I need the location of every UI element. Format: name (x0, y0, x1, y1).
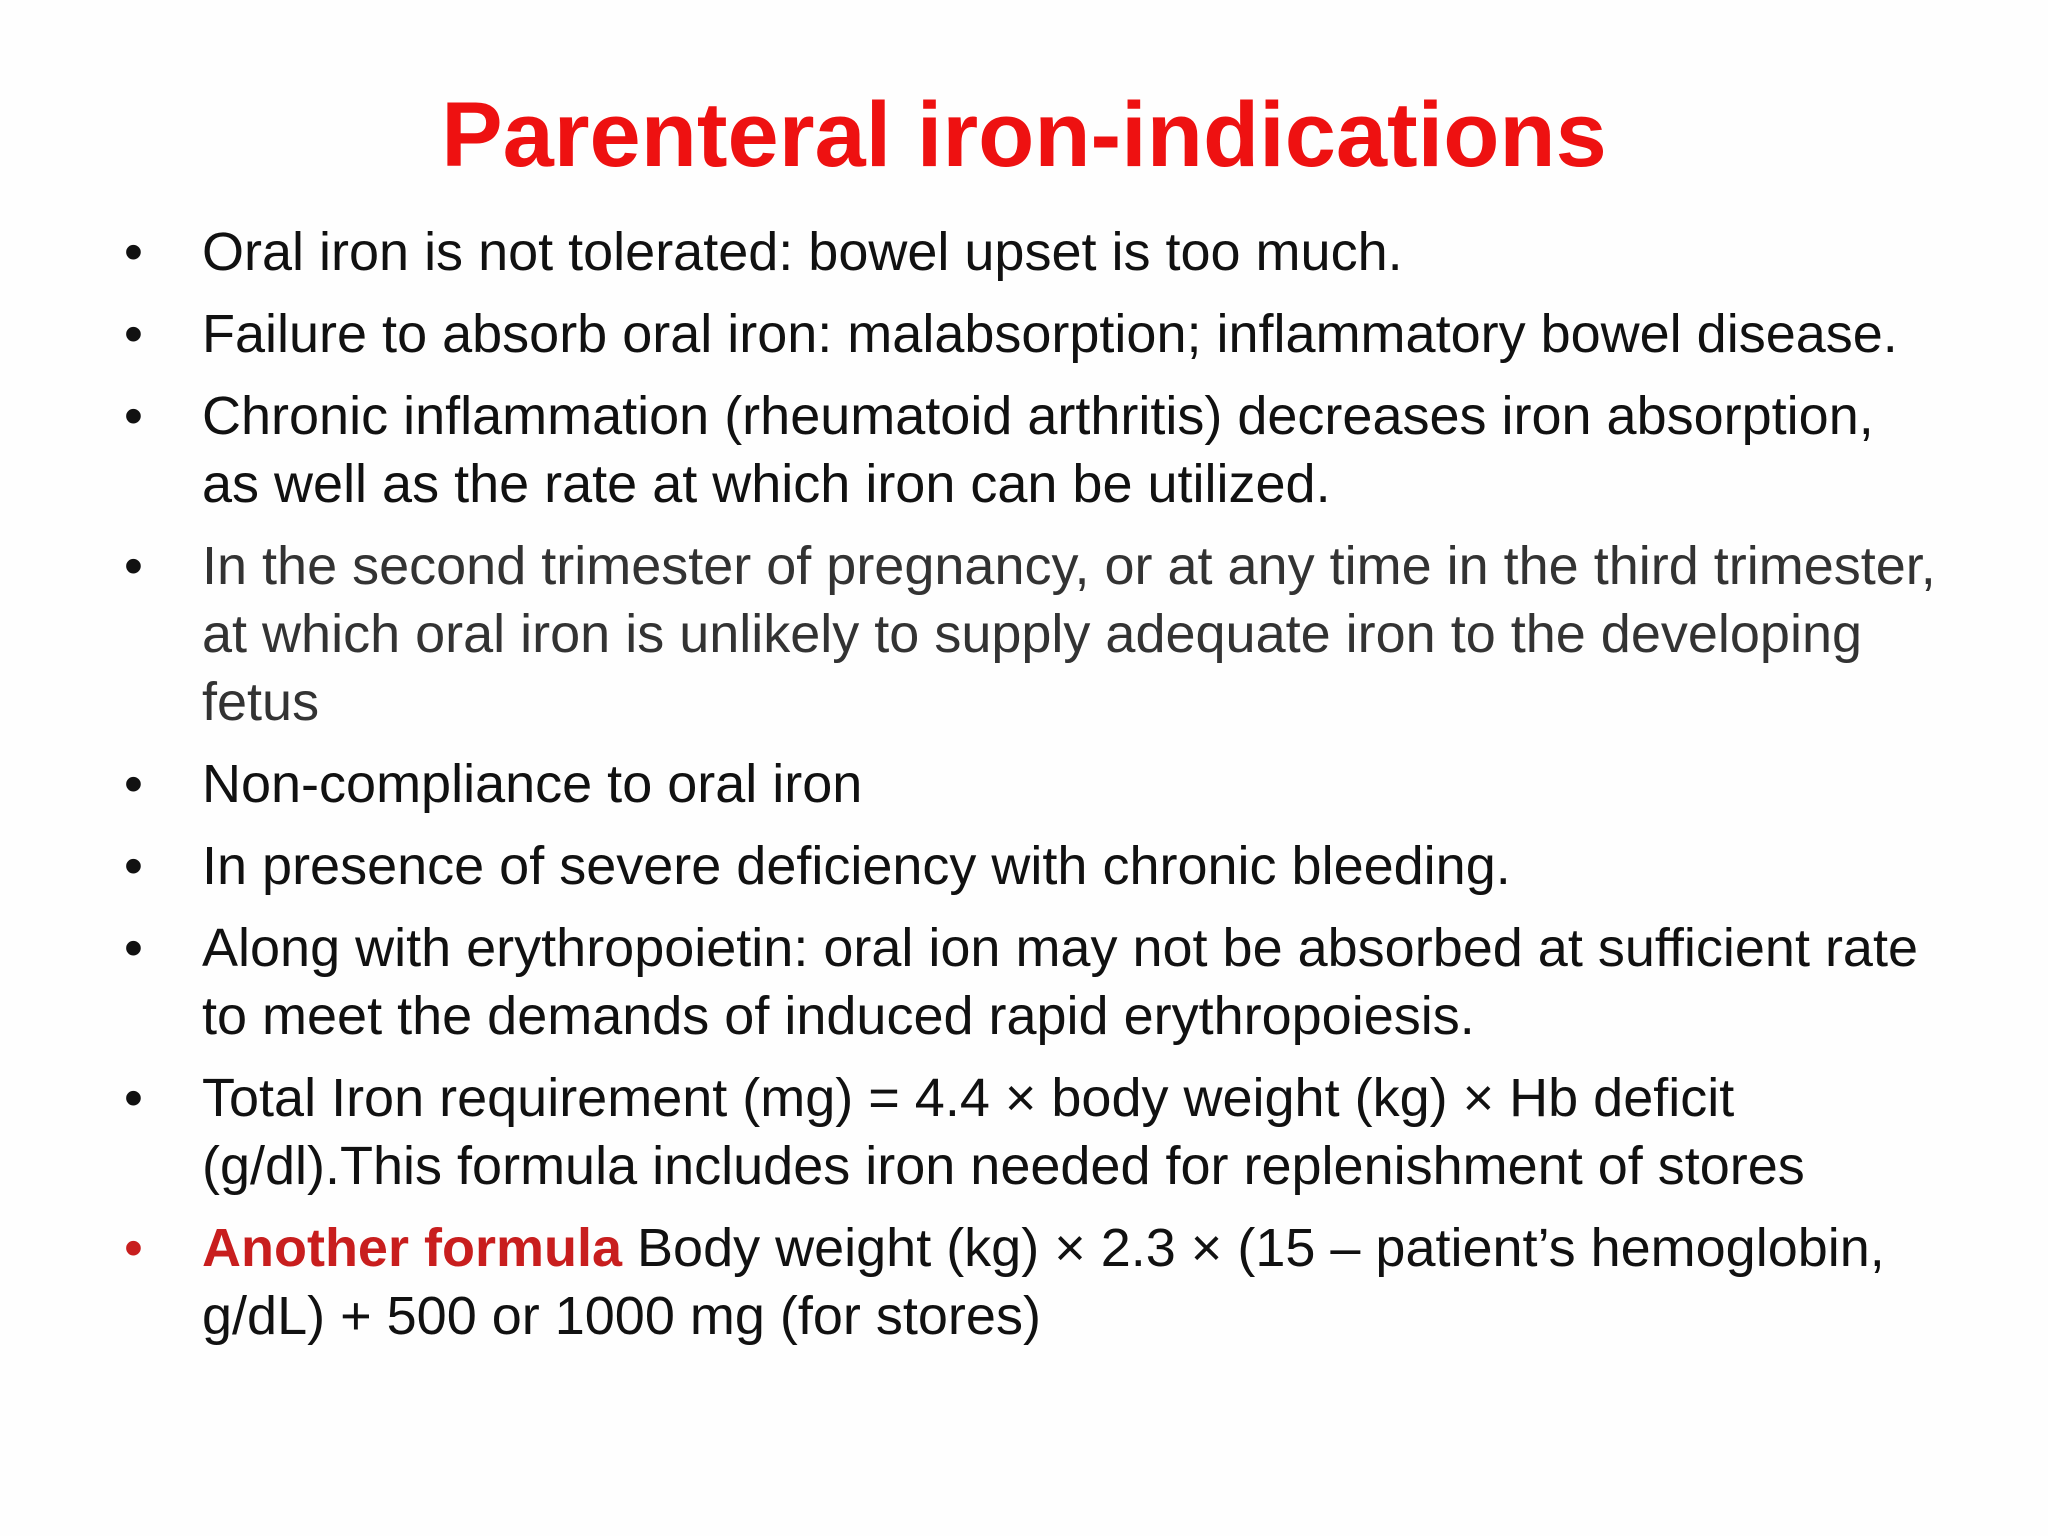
bullet-icon: • (124, 836, 143, 896)
bullet-icon: • (124, 222, 143, 282)
bullet-list (124, 218, 1944, 1364)
bullet-highlight: Another formula (202, 1218, 623, 1278)
bullet-icon: • (124, 386, 143, 446)
bullet-item-erythropoietin (124, 914, 1944, 1050)
bullet-icon: • (124, 754, 143, 814)
bullet-text: Total Iron requirement (mg) = 4.4 × body weight (kg) × Hb deficit (g/dl).This formula includes iron needed for replenishment of stores (202, 1068, 1805, 1196)
slide-title: Parenteral iron-indications (441, 84, 1607, 186)
bullet-icon: • (124, 536, 143, 596)
bullet-item-non-compliance (124, 750, 1944, 818)
bullet-item-chronic-inflammation (124, 382, 1944, 518)
bullet-text: Along with erythropoietin: oral ion may not be absorbed at sufficient rate to meet the demands of induced rapid erythropoiesis. (202, 918, 1919, 1046)
bullet-text: In presence of severe deficiency with chronic bleeding. (202, 836, 1511, 896)
bullet-icon: • (124, 1218, 143, 1278)
bullet-text: In the second trimester of pregnancy, or at any time in the third trimester, at which oral iron is unlikely to supply adequate iron to the developing fetus (202, 536, 1936, 732)
bullet-item-pregnancy (124, 532, 1944, 736)
bullet-text: Failure to absorb oral iron: malabsorption; inflammatory bowel disease. (202, 304, 1898, 364)
bullet-item-failure-to-absorb (124, 300, 1944, 368)
bullet-item-severe-deficiency (124, 832, 1944, 900)
bullet-text: Chronic inflammation (rheumatoid arthritis) decreases iron absorption, as well as the rate at which iron can be utilized. (202, 386, 1874, 514)
bullet-text: Body weight (kg) × 2.3 × (15 – patient’s hemoglobin, g/dL) + 500 or 1000 mg (for stores) (202, 1218, 1885, 1346)
bullet-icon: • (124, 304, 143, 364)
bullet-item-oral-not-tolerated (124, 218, 1944, 286)
bullet-icon: • (124, 1068, 143, 1128)
bullet-text: Oral iron is not tolerated: bowel upset is too much. (202, 222, 1403, 282)
bullet-item-total-iron-formula (124, 1064, 1944, 1200)
bullet-icon: • (124, 918, 143, 978)
bullet-text: Non-compliance to oral iron (202, 754, 863, 814)
bullet-item-another-formula (124, 1214, 1944, 1350)
